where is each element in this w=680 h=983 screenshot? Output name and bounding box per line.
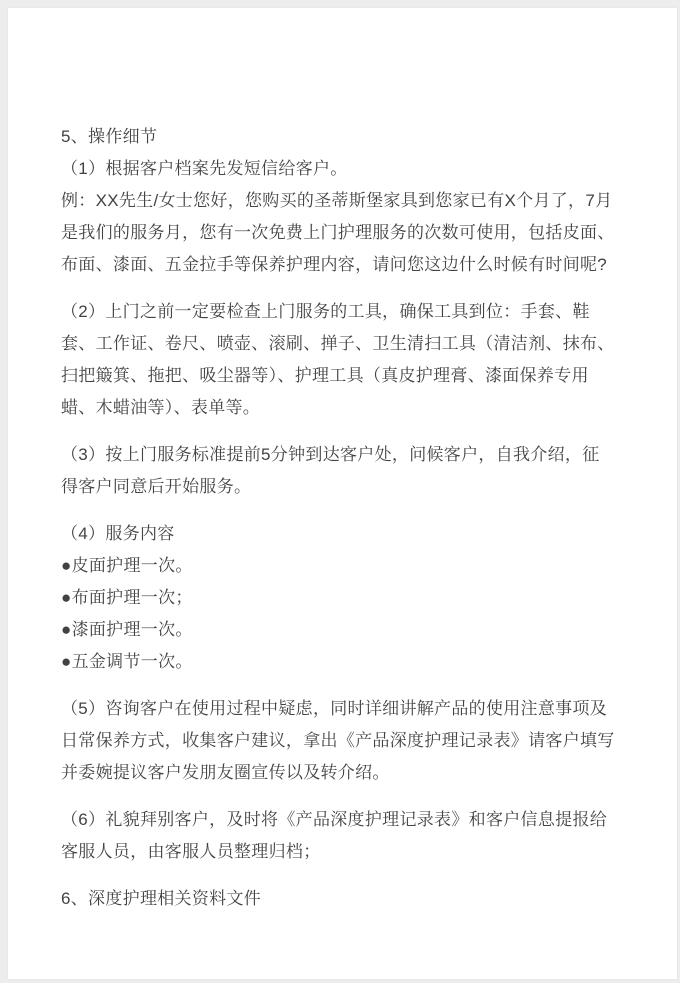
document-body [61, 121, 615, 930]
paragraph: 例：XX先生/女士您好，您购买的圣蒂斯堡家具到您家已有X个月了，7月是我们的服务月，您有一次免费上门护理服务的次数可使用，包括皮面、布面、漆面、五金拉手等保养护理内容，请问您这边什么时候有时间呢? [61, 191, 615, 274]
paragraph: （3）按上门服务标准提前5分钟到达客户处，问候客户，自我介绍，征得客户同意后开始服务。 [61, 445, 600, 496]
item-4-service-content [61, 518, 615, 678]
document-page [8, 8, 677, 979]
item-5-consultation [61, 693, 615, 789]
bullet-item: ●皮面护理一次。 [61, 556, 193, 575]
section-heading: 6、深度护理相关资料文件 [61, 889, 262, 908]
item-2-tool-check [61, 296, 615, 424]
section-5-operation-details [61, 121, 615, 281]
paragraph: （1）根据客户档案先发短信给客户。 [61, 159, 348, 178]
paragraph: （4）服务内容 [61, 524, 175, 543]
item-6-farewell [61, 804, 615, 868]
paragraph: （6）礼貌拜别客户，及时将《产品深度护理记录表》和客户信息提报给客服人员，由客服人员整理归档； [61, 810, 608, 861]
section-6-related-files [61, 883, 615, 915]
bullet-item: ●五金调节一次。 [61, 652, 193, 671]
item-3-arrival-standard [61, 439, 615, 503]
paragraph: （5）咨询客户在使用过程中疑虑，同时详细讲解产品的使用注意事项及日常保养方式，收集客户建议，拿出《产品深度护理记录表》请客户填写并委婉提议客户发朋友圈宣传以及转介绍。 [61, 699, 615, 782]
section-heading: 5、操作细节 [61, 127, 158, 146]
bullet-item: ●漆面护理一次。 [61, 620, 193, 639]
paragraph: （2）上门之前一定要检查上门服务的工具，确保工具到位：手套、鞋套、工作证、卷尺、喷壶、滚刷、掸子、卫生清扫工具（清洁剂、抹布、扫把簸箕、拖把、吸尘器等）、护理工具（真皮护理膏、漆面保养专用蜡、木蜡油等）、表单等。 [61, 302, 615, 417]
bullet-item: ●布面护理一次； [61, 588, 193, 607]
